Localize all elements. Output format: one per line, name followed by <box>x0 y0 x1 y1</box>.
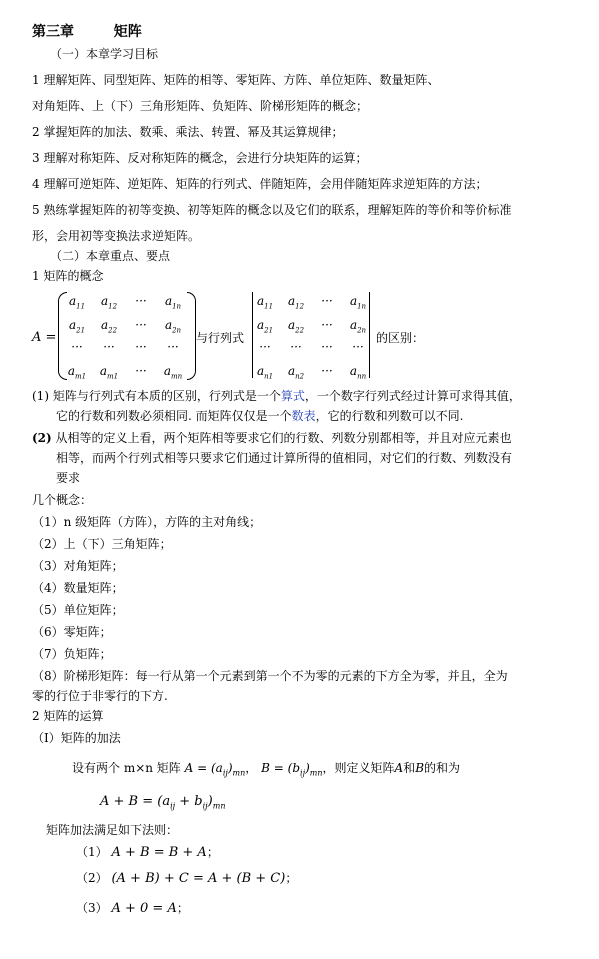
difference-1-text3: ，它的行数和列数可以不同. <box>315 409 464 423</box>
difference-1-line1 <box>32 388 521 404</box>
sum-formula-b: + b <box>175 794 203 809</box>
determinant-entry: ··· <box>321 340 333 354</box>
matrix-a-index: ij <box>222 768 228 778</box>
highlight-formula: 算式 <box>280 389 305 403</box>
matrix-lhs: A = <box>32 330 57 345</box>
laws-heading: 矩阵加法满足如下法则： <box>46 823 179 837</box>
concept-item: （1）n 级矩阵（方阵），方阵的主对角线； <box>32 515 262 529</box>
matrix-b-def: B = (b <box>261 761 301 775</box>
section-heading-goals: （一）本章学习目标 <box>50 47 159 61</box>
determinant-entry: ··· <box>321 364 333 378</box>
concept-item: （5）单位矩阵； <box>32 603 124 617</box>
chapter-number: 第三章 <box>32 24 74 40</box>
determinant-entry: $a_{nn}$ <box>349 364 367 381</box>
matrix-display <box>58 290 196 382</box>
determinant-entry: $a_{21}$ <box>256 318 274 335</box>
difference-1-line2 <box>56 408 463 424</box>
law-item <box>76 870 297 887</box>
matrix-b-size: mn <box>309 768 323 778</box>
definition-sep: ， <box>245 761 258 775</box>
matrix-b-close: ) <box>305 761 310 775</box>
matrix-entry: $a_{m1}$ <box>67 364 87 381</box>
matrix-entry: ··· <box>103 340 115 354</box>
sum-size: mn <box>212 801 226 811</box>
concept-heading: 1 矩阵的概念 <box>32 269 104 283</box>
matrix-entry: $a_{2n}$ <box>164 318 182 335</box>
law-end: ； <box>176 901 189 915</box>
concept-item: （6）零矩阵； <box>32 625 112 639</box>
law-label: （3） <box>76 901 108 915</box>
matrix-a-def: A = (a <box>184 761 223 775</box>
matrix-entry: $a_{22}$ <box>100 318 118 335</box>
goal-item: 5 熟练掌握矩阵的初等变换、初等矩阵的概念以及它们的联系，理解矩阵的等价和等价标准 <box>32 203 512 217</box>
sum-formula-close: ) <box>207 794 213 809</box>
matrix-entry: ··· <box>135 294 147 308</box>
determinant-entry: ··· <box>321 318 333 332</box>
determinant-entry: $a_{2n}$ <box>349 318 367 335</box>
sum-formula-a: A + B = (a <box>100 794 171 809</box>
concept-item: （8）阶梯形矩阵：每一行从第一个元素到第一个不为零的元素的下方全为零，并且，全为 <box>32 669 508 683</box>
concept-item-cont: 零的行位于非零行的下方. <box>32 689 168 703</box>
difference-1-text-cont: ，一个数字行列式经过计算可求得其值， <box>304 389 521 403</box>
difference-2-line1 <box>32 430 512 446</box>
difference-1-text: 矩阵与行列式有本质的区别，行列式是一个 <box>52 389 281 403</box>
concept-item: （3）对角矩阵； <box>32 559 124 573</box>
matrix-entry: $a_{m1}$ <box>99 364 119 381</box>
sum-formula <box>100 794 225 815</box>
determinant-entry: ··· <box>321 294 333 308</box>
matrix-entry: $a_{11}$ <box>68 294 86 311</box>
concept-item: （2）上（下）三角矩阵； <box>32 537 172 551</box>
difference-1-label: (1) <box>32 389 49 403</box>
law-item <box>76 900 189 917</box>
sum-index-b: ij <box>202 801 208 811</box>
determinant-entry: $a_{12}$ <box>287 294 305 311</box>
law-end: ； <box>206 845 219 859</box>
difference-2-text1: 从相等的定义上看，两个矩阵相等要求它们的行数、列数分别都相等，并且对应元素也 <box>55 431 512 445</box>
definition-and: 和 <box>403 761 416 775</box>
law-expression: A + 0 = A <box>111 901 177 916</box>
chapter-title: 矩阵 <box>113 24 142 40</box>
goal-item: 4 理解可逆矩阵、逆矩阵、矩阵的行列式、伴随矩阵，会用伴随矩阵求逆矩阵的方法； <box>32 177 488 191</box>
law-label: （1） <box>76 845 108 859</box>
symbol-a: A <box>394 761 404 775</box>
highlight-table: 数表 <box>291 409 316 423</box>
concept-item: （4）数量矩阵； <box>32 581 124 595</box>
determinant-entry: $a_{1n}$ <box>349 294 367 311</box>
matrix-entry: ··· <box>167 340 179 354</box>
matrix-entry: $a_{12}$ <box>100 294 118 311</box>
sum-index-a: ij <box>170 801 176 811</box>
matrix-after-text: 的区别： <box>376 331 425 345</box>
goal-item: 2 掌握矩阵的加法、数乘、乘法、转置、幂及其运算规律； <box>32 125 344 139</box>
matrix-entry: ··· <box>135 340 147 354</box>
determinant-entry: $a_{n1}$ <box>256 364 274 381</box>
matrix-entry: $a_{21}$ <box>68 318 86 335</box>
determinant-entry: ··· <box>290 340 302 354</box>
law-end: ； <box>285 871 298 885</box>
addition-heading: （I）矩阵的加法 <box>32 731 121 745</box>
definition-text2: ，则定义矩阵 <box>322 761 395 775</box>
goal-item: 3 理解对称矩阵、反对称矩阵的概念，会进行分块矩阵的运算； <box>32 151 368 165</box>
matrix-b-index: ij <box>300 768 306 778</box>
goal-item: 1 理解矩阵、同型矩阵、矩阵的相等、零矩阵、方阵、单位矩阵、数量矩阵、 <box>32 73 440 87</box>
law-expression: A + B = B + A <box>111 845 207 860</box>
matrix-entry: ··· <box>71 340 83 354</box>
matrix-entry: ··· <box>135 364 147 378</box>
difference-2-label: (2) <box>32 431 52 445</box>
matrix-a-close: ) <box>227 761 233 775</box>
symbol-b: B <box>415 761 425 775</box>
law-expression: (A + B) + C = A + (B + C) <box>111 871 286 886</box>
difference-2-line3: 要求 <box>56 471 81 485</box>
chapter-heading <box>32 24 142 40</box>
determinant-entry: $a_{n2}$ <box>287 364 305 381</box>
determinant-entry: $a_{22}$ <box>287 318 305 335</box>
matrix-entry: $a_{1n}$ <box>164 294 182 311</box>
concepts-heading: 几个概念： <box>32 493 93 507</box>
determinant-display <box>250 290 372 382</box>
goal-item: 形，会用初等变换法求逆矩阵。 <box>32 229 201 243</box>
matrix-entry: ··· <box>135 318 147 332</box>
matrix-between-text: 与行列式 <box>196 331 245 345</box>
goal-item: 对角矩阵、上（下）三角形矩阵、负矩阵、阶梯形矩阵的概念； <box>32 99 369 113</box>
addition-definition <box>72 760 460 781</box>
law-item <box>76 844 219 861</box>
difference-1-text2: 它的行数和列数必须相同. 而矩阵仅仅是一个 <box>56 409 292 423</box>
operations-heading: 2 矩阵的运算 <box>32 709 104 723</box>
matrix-a-size: mn <box>232 768 246 778</box>
matrix-entry: $a_{mn}$ <box>163 364 183 381</box>
determinant-entry: ··· <box>259 340 271 354</box>
concept-item: （7）负矩阵； <box>32 647 112 661</box>
determinant-entry: $a_{11}$ <box>256 294 274 311</box>
difference-2-line2: 相等，而两个行列式相等只要求它们通过计算所得的值相同，对它们的行数、列数没有 <box>56 451 513 465</box>
law-label: （2） <box>76 871 108 885</box>
section-heading-keypoints: （二）本章重点、要点 <box>50 249 171 263</box>
definition-end: 的和为 <box>424 761 461 775</box>
definition-text: 设有两个 m×n 矩阵 <box>72 761 181 775</box>
determinant-entry: ··· <box>352 340 364 354</box>
